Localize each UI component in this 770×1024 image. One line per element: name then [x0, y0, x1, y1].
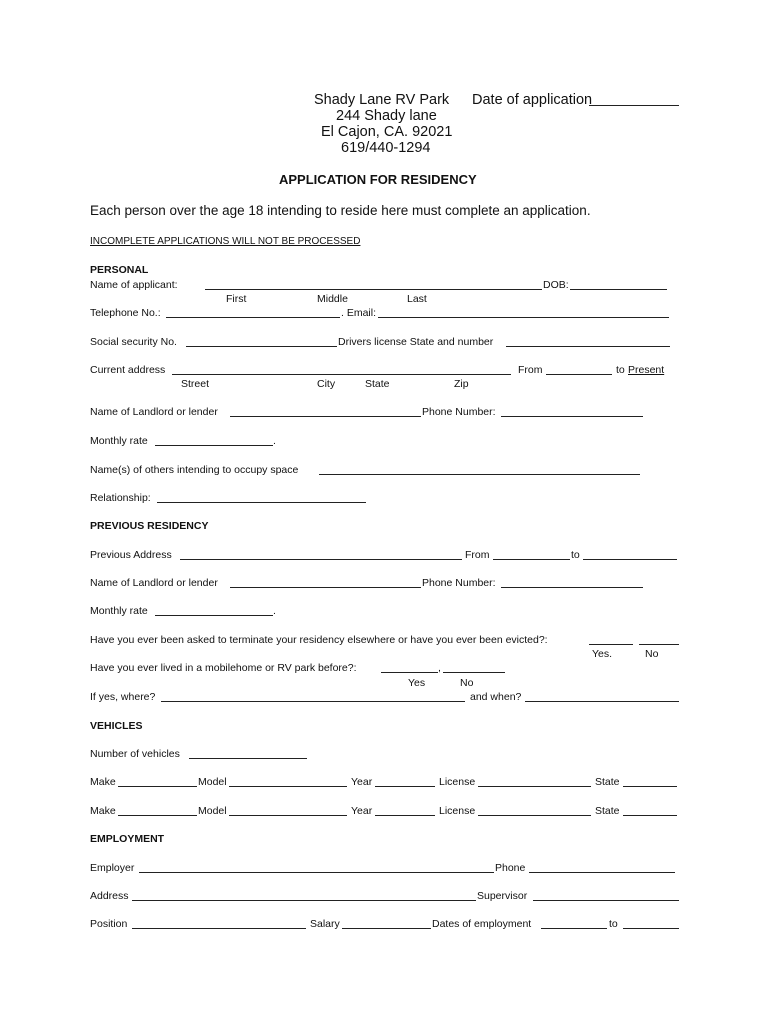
vehicle1-model-field[interactable]	[229, 786, 347, 787]
mobilehome-yes-caption: Yes	[408, 677, 426, 689]
salary-field[interactable]	[342, 928, 431, 929]
landlord-phone-label: Phone Number:	[422, 406, 496, 418]
evicted-yes-field[interactable]	[589, 644, 633, 645]
vehicle1-license-label: License	[439, 776, 476, 788]
first-caption: First	[226, 293, 247, 305]
vehicle2-year-field[interactable]	[375, 815, 435, 816]
dates-of-employment-label: Dates of employment	[432, 918, 532, 930]
position-label: Position	[90, 918, 128, 930]
when-field[interactable]	[525, 701, 679, 702]
relationship-label: Relationship:	[90, 492, 151, 504]
mobilehome-no-caption: No	[460, 677, 474, 689]
drivers-license-label: Drivers license State and number	[338, 336, 494, 348]
supervisor-label: Supervisor	[477, 890, 528, 902]
evicted-no-field[interactable]	[639, 644, 679, 645]
where-label: If yes, where?	[90, 691, 156, 703]
previous-to-field[interactable]	[583, 559, 677, 560]
previous-from-label: From	[465, 549, 490, 561]
present-text: Present	[628, 364, 665, 376]
vehicles-heading: VEHICLES	[90, 720, 143, 732]
vehicle2-license-label: License	[439, 805, 476, 817]
zip-caption: Zip	[454, 378, 469, 390]
previous-address-label: Previous Address	[90, 549, 172, 561]
others-label: Name(s) of others intending to occupy space	[90, 464, 299, 476]
vehicle2-year-label: Year	[351, 805, 373, 817]
vehicle1-state-field[interactable]	[623, 786, 677, 787]
vehicle2-state-label: State	[595, 805, 620, 817]
vehicle1-year-field[interactable]	[375, 786, 435, 787]
middle-caption: Middle	[317, 293, 348, 305]
applicant-name-label: Name of applicant:	[90, 279, 178, 291]
employer-field[interactable]	[139, 872, 494, 873]
monthly-rate-label: Monthly rate	[90, 435, 148, 447]
position-field[interactable]	[132, 928, 306, 929]
relationship-field[interactable]	[157, 502, 366, 503]
telephone-label: Telephone No.:	[90, 307, 161, 319]
landlord-phone-field[interactable]	[501, 416, 643, 417]
others-field[interactable]	[319, 474, 640, 475]
date-of-application-field[interactable]	[589, 105, 679, 106]
email-field[interactable]	[378, 317, 669, 318]
employment-to-label: to	[609, 918, 618, 930]
ssn-field[interactable]	[186, 346, 337, 347]
employer-label: Employer	[90, 862, 135, 874]
state-caption: State	[365, 378, 390, 390]
vehicle2-model-field[interactable]	[229, 815, 347, 816]
vehicle2-make-field[interactable]	[118, 815, 197, 816]
employment-to-field[interactable]	[623, 928, 679, 929]
where-field[interactable]	[161, 701, 465, 702]
vehicle1-make-field[interactable]	[118, 786, 197, 787]
employer-phone-label: Phone	[495, 862, 526, 874]
previous-heading: PREVIOUS RESIDENCY	[90, 520, 209, 532]
applicant-name-field[interactable]	[205, 289, 542, 290]
vehicle1-make-label: Make	[90, 776, 116, 788]
previous-from-field[interactable]	[493, 559, 570, 560]
current-address-label: Current address	[90, 364, 166, 376]
employment-heading: EMPLOYMENT	[90, 833, 165, 845]
evicted-yes-caption: Yes.	[592, 648, 613, 660]
supervisor-field[interactable]	[533, 900, 679, 901]
current-to-label: to	[616, 364, 625, 376]
salary-label: Salary	[310, 918, 340, 930]
telephone-field[interactable]	[166, 317, 340, 318]
last-caption: Last	[407, 293, 427, 305]
landlord-field[interactable]	[230, 416, 421, 417]
monthly-rate-field[interactable]	[155, 445, 273, 446]
previous-landlord-label: Name of Landlord or lender	[90, 577, 218, 589]
previous-landlord-phone-field[interactable]	[501, 587, 643, 588]
park-city: El Cajon, CA. 92021	[321, 124, 453, 140]
employer-phone-field[interactable]	[529, 872, 675, 873]
vehicle2-make-label: Make	[90, 805, 116, 817]
vehicle1-license-field[interactable]	[478, 786, 591, 787]
vehicle-count-label: Number of vehicles	[90, 748, 180, 760]
park-street: 244 Shady lane	[336, 108, 437, 124]
evicted-question: Have you ever been asked to terminate your residency elsewhere or have you ever been evicted?:	[90, 634, 548, 646]
landlord-label: Name of Landlord or lender	[90, 406, 218, 418]
page-title: APPLICATION FOR RESIDENCY	[279, 172, 477, 187]
park-phone: 619/440-1294	[341, 140, 431, 156]
vehicle1-model-label: Model	[198, 776, 227, 788]
previous-landlord-phone-label: Phone Number:	[422, 577, 496, 589]
ssn-label: Social security No.	[90, 336, 177, 348]
vehicle1-state-label: State	[595, 776, 620, 788]
previous-monthly-rate-field[interactable]	[155, 615, 273, 616]
previous-to-label: to	[571, 549, 580, 561]
drivers-license-field[interactable]	[506, 346, 670, 347]
street-caption: Street	[181, 378, 210, 390]
dob-field[interactable]	[570, 289, 667, 290]
email-label: . Email:	[341, 307, 377, 319]
mobilehome-yes-field[interactable]	[381, 672, 438, 673]
previous-monthly-rate-label: Monthly rate	[90, 605, 148, 617]
city-caption: City	[317, 378, 336, 390]
date-of-application-label: Date of application	[472, 92, 593, 108]
employer-address-label: Address	[90, 890, 129, 902]
vehicle2-state-field[interactable]	[623, 815, 677, 816]
employer-address-field[interactable]	[132, 900, 476, 901]
vehicle-count-field[interactable]	[189, 758, 307, 759]
intro-text: Each person over the age 18 intending to reside here must complete an application.	[90, 203, 591, 218]
when-label: and when?	[470, 691, 522, 703]
warning-text: INCOMPLETE APPLICATIONS WILL NOT BE PROCESSED	[90, 236, 361, 247]
dob-label: DOB:	[543, 279, 569, 291]
previous-address-field[interactable]	[180, 559, 462, 560]
personal-heading: PERSONAL	[90, 264, 149, 276]
employment-from-field[interactable]	[541, 928, 607, 929]
vehicle1-year-label: Year	[351, 776, 373, 788]
mobilehome-no-field[interactable]	[443, 672, 505, 673]
previous-landlord-field[interactable]	[230, 587, 421, 588]
park-name: Shady Lane RV Park	[314, 92, 450, 108]
current-address-field[interactable]	[172, 374, 511, 375]
current-from-label: From	[518, 364, 543, 376]
application-page: Shady Lane RV Park 244 Shady lane El Cajon, CA. 92021 619/440-1294 Date of application APPLICATION FOR RESIDENCY Each person over the age 18 intending to reside here must complete an application. INCOMPLETE APPLICATIONS WILL NOT BE PROCESSED PERSONAL Name of applicant: DOB: First Middle Last Telephone No.: . Email: Social security No. Drivers license State and number Current address From to Present Street City State Zip Name of Landlord or lender Phone Number: Monthly rate . Name(s) of others intending to occupy space Relationship: PREVIOUS RESIDENCY Previous Address From to Name of Landlord or lender Phone Number: Monthly rate . Have you ever been asked to terminate your residency elsewhere or have you ever been evicted?: Yes. No Have you ever lived in a mobilehome or RV park before?: , Yes No If yes, where? and when? VEHICLES Number of vehicles Make Model Year License State Make Model Year License State EMPLOYMENT Employer Phone Address Supervisor Position Salary Dates of employment to	[0, 0, 770, 1024]
vehicle2-model-label: Model	[198, 805, 227, 817]
evicted-no-caption: No	[645, 648, 659, 660]
mobilehome-question: Have you ever lived in a mobilehome or RV park before?:	[90, 662, 357, 674]
current-from-field[interactable]	[546, 374, 612, 375]
vehicle2-license-field[interactable]	[478, 815, 591, 816]
